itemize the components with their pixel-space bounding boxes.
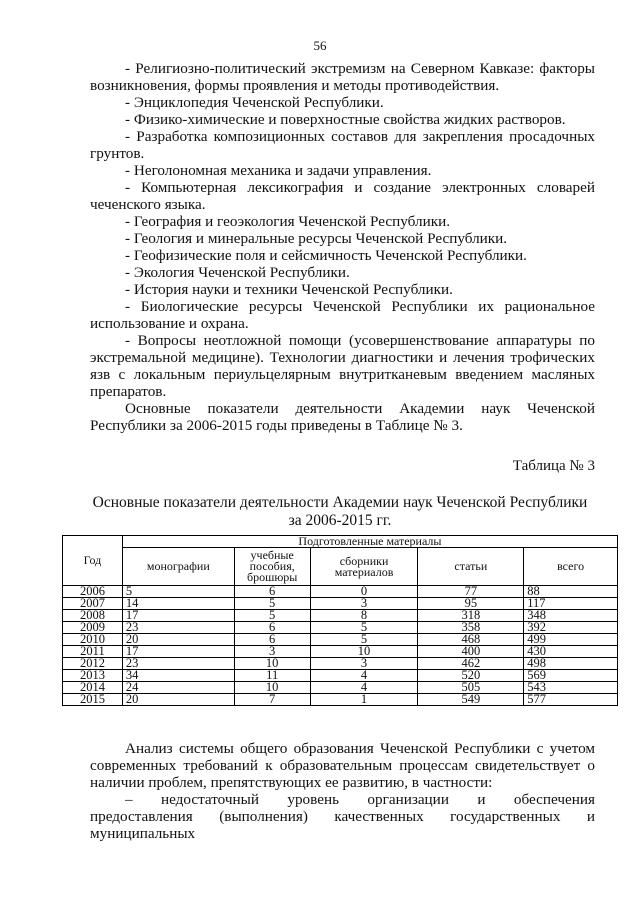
column-header: учебные пособия, брошюры xyxy=(234,548,310,586)
table-title xyxy=(60,494,620,530)
column-header: статьи xyxy=(418,548,524,586)
value-cell: 392 xyxy=(524,622,618,634)
table-title-line1: Основные показатели деятельности Академии наук Чеченской Республики xyxy=(92,494,588,511)
column-header-year: Год xyxy=(63,536,123,586)
column-header: монографии xyxy=(122,548,234,586)
group-header: Подготовленные материалы xyxy=(122,536,617,548)
value-cell: 6 xyxy=(234,586,310,598)
value-cell: 462 xyxy=(418,658,524,670)
list-item: - Энциклопедия Чеченской Республики. xyxy=(125,94,384,111)
analysis-dash: – xyxy=(125,791,133,808)
value-cell: 23 xyxy=(122,658,234,670)
value-cell: 6 xyxy=(234,634,310,646)
year-cell: 2011 xyxy=(63,646,123,658)
value-cell: 505 xyxy=(418,682,524,694)
value-cell: 549 xyxy=(418,694,524,706)
value-cell: 117 xyxy=(524,598,618,610)
value-cell: 11 xyxy=(234,670,310,682)
value-cell: 400 xyxy=(418,646,524,658)
intro-paragraph: Основные показатели деятельности Академии наук Чеченской Республики за 2006-2015 годы приведены в Таблице № 3. xyxy=(90,400,595,434)
value-cell: 3 xyxy=(234,646,310,658)
value-cell: 88 xyxy=(524,586,618,598)
value-cell: 10 xyxy=(234,682,310,694)
value-cell: 5 xyxy=(234,610,310,622)
list-item: - Физико-химические и поверхностные свойства жидких растворов. xyxy=(125,111,566,128)
value-cell: 77 xyxy=(418,586,524,598)
value-cell: 543 xyxy=(524,682,618,694)
value-cell: 14 xyxy=(122,598,234,610)
list-item: - Разработка композиционных составов для закрепления просадочных грунтов. xyxy=(90,128,595,162)
list-item: - Неголономная механика и задачи управления. xyxy=(125,162,432,179)
list-item: - История науки и техники Чеченской Республики. xyxy=(125,281,453,298)
value-cell: 10 xyxy=(310,646,418,658)
analysis-last-line: предоставления (выполнения) качественных государственных и муниципальных xyxy=(90,808,595,842)
table-row xyxy=(63,694,618,706)
analysis-dash-line xyxy=(90,791,595,808)
value-cell: 5 xyxy=(234,598,310,610)
value-cell: 6 xyxy=(234,622,310,634)
value-cell: 24 xyxy=(122,682,234,694)
value-cell: 17 xyxy=(122,646,234,658)
value-cell: 5 xyxy=(310,622,418,634)
value-cell: 4 xyxy=(310,670,418,682)
analysis-word: обеспечения xyxy=(513,791,595,808)
analysis-word: недостаточный xyxy=(160,791,259,808)
value-cell: 8 xyxy=(310,610,418,622)
column-header: сборники материалов xyxy=(310,548,418,586)
value-cell: 4 xyxy=(310,682,418,694)
value-cell: 468 xyxy=(418,634,524,646)
value-cell: 520 xyxy=(418,670,524,682)
value-cell: 5 xyxy=(310,634,418,646)
year-cell: 2014 xyxy=(63,682,123,694)
statistics-table xyxy=(62,535,618,706)
topic-list xyxy=(90,60,595,434)
list-item: - География и геоэкология Чеченской Республики. xyxy=(125,213,451,230)
value-cell: 348 xyxy=(524,610,618,622)
year-cell: 2006 xyxy=(63,586,123,598)
value-cell: 3 xyxy=(310,658,418,670)
year-cell: 2012 xyxy=(63,658,123,670)
analysis-word: организации xyxy=(367,791,449,808)
list-item: - Религиозно-политический экстремизм на Северном Кавказе: факторы возникновения, формы проявления и методы противодействия. xyxy=(90,60,595,94)
value-cell: 34 xyxy=(122,670,234,682)
list-item: - Геофизические поля и сейсмичность Чеченской Республики. xyxy=(125,247,527,264)
value-cell: 0 xyxy=(310,586,418,598)
year-cell: 2007 xyxy=(63,598,123,610)
analysis-word: и xyxy=(477,791,486,808)
analysis-word: уровень xyxy=(287,791,340,808)
value-cell: 20 xyxy=(122,634,234,646)
analysis-section xyxy=(90,740,595,842)
value-cell: 499 xyxy=(524,634,618,646)
column-header: всего xyxy=(524,548,618,586)
value-cell: 1 xyxy=(310,694,418,706)
list-item: - Вопросы неотложной помощи (усовершенствование аппаратуры по экстремальной медицине). Технологии диагностики и лечения трофических язв с локальным периульцелярным внутритканевым введением масляных препаратов. xyxy=(90,332,595,400)
value-cell: 3 xyxy=(310,598,418,610)
year-cell: 2009 xyxy=(63,622,123,634)
value-cell: 569 xyxy=(524,670,618,682)
value-cell: 318 xyxy=(418,610,524,622)
list-item: - Геология и минеральные ресурсы Чеченской Республики. xyxy=(125,230,508,247)
table-body xyxy=(63,586,618,706)
value-cell: 7 xyxy=(234,694,310,706)
table-label: Таблица № 3 xyxy=(512,458,595,474)
table-title-line2: за 2006-2015 гг. xyxy=(288,512,392,529)
value-cell: 23 xyxy=(122,622,234,634)
list-item: - Компьютерная лексикография и создание электронных словарей чеченского языка. xyxy=(90,179,595,213)
value-cell: 17 xyxy=(122,610,234,622)
year-cell: 2015 xyxy=(63,694,123,706)
value-cell: 358 xyxy=(418,622,524,634)
list-item: - Экология Чеченской Республики. xyxy=(125,264,350,281)
value-cell: 10 xyxy=(234,658,310,670)
value-cell: 498 xyxy=(524,658,618,670)
year-cell: 2013 xyxy=(63,670,123,682)
year-cell: 2010 xyxy=(63,634,123,646)
page-number: 56 xyxy=(313,38,327,53)
value-cell: 577 xyxy=(524,694,618,706)
year-cell: 2008 xyxy=(63,610,123,622)
value-cell: 5 xyxy=(122,586,234,598)
value-cell: 430 xyxy=(524,646,618,658)
list-item: - Биологические ресурсы Чеченской Республики их рациональное использование и охрана. xyxy=(90,298,595,332)
analysis-paragraph: Анализ системы общего образования Чеченской Республики с учетом современных требований к образовательным процессам свидетельствует о наличии проблем, препятствующих ее развитию, в частности: xyxy=(90,740,595,791)
value-cell: 95 xyxy=(418,598,524,610)
value-cell: 20 xyxy=(122,694,234,706)
